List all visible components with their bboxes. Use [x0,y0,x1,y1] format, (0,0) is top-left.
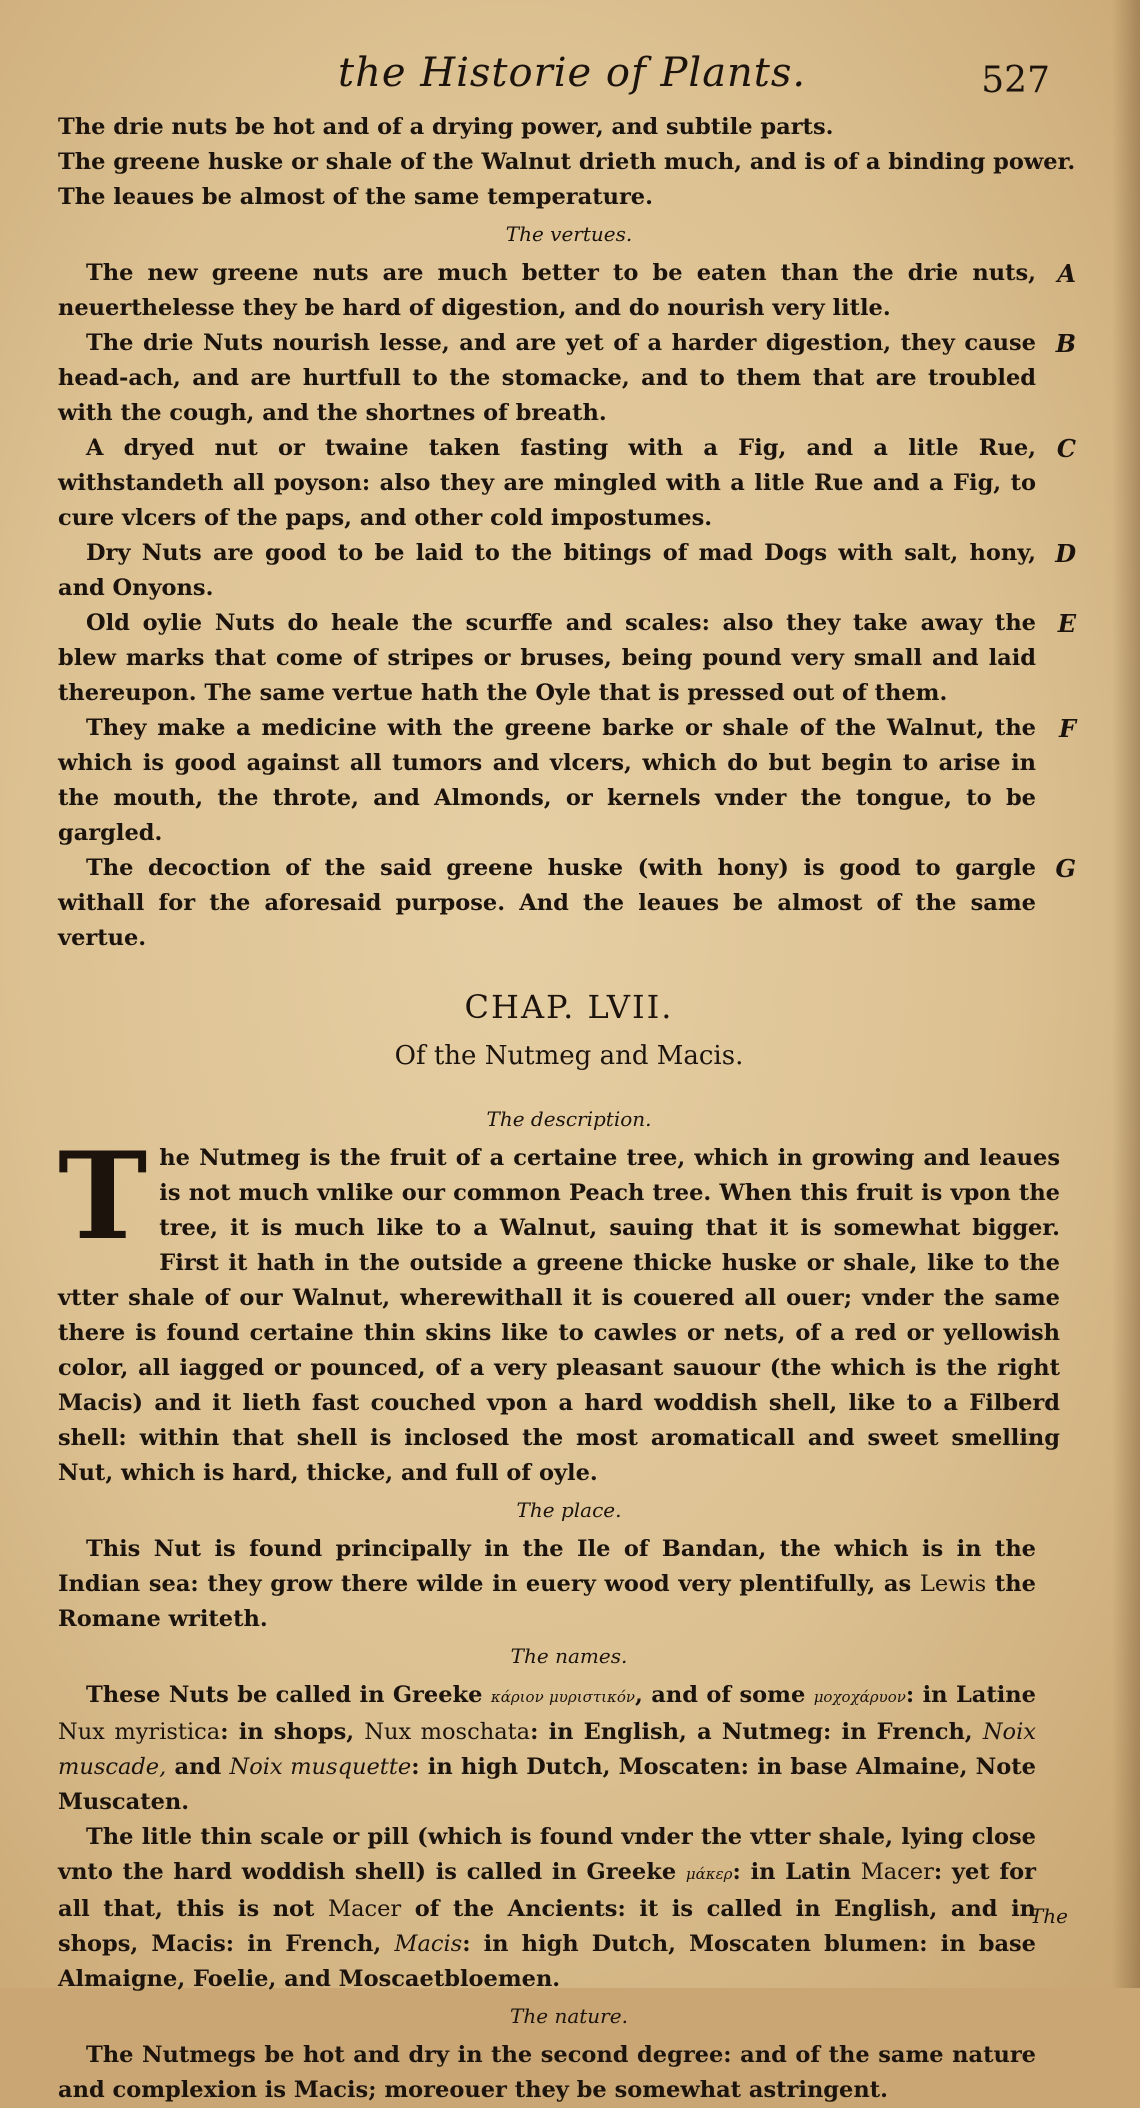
place-paragraph [58,1532,1036,1637]
vertue-f-text: They make a medicine with the greene barke or shale of the Walnut, the which is good against all tumors and vlcers, which do but begin to arise in the mouth, the throte, and Almonds, or kernels vnder the tongue, to be gargled. [58,715,1036,846]
vertue-a-text: The new greene nuts are much better to be eaten than the drie nuts, neuerthelesse they be hard of digestion, and do nourish very litle. [58,260,1036,321]
place-author: Lewis [919,1571,987,1597]
vertue-e [58,606,1076,711]
vertue-a [58,256,1076,326]
names-p1-d: : in shops, [220,1719,355,1745]
chapter-subtitle: Of the Nutmeg and Macis. [394,1041,744,1071]
margin-letter-d: D [1055,539,1076,568]
names-p1-e: : in English, a Nutmeg: in French, [530,1719,973,1745]
vertues-heading: The vertues. [505,222,633,246]
names-p2-d: of the Ancients: it is called in English, and in shops, Macis: in French, [58,1896,1036,1957]
vertue-e-text: Old oylie Nuts do heale the scurffe and scales: also they take away the blew marks that come of stripes or bruses, being pound very small and laid thereupon. The same vertue hath the Oyle that is pressed out of them. [58,610,1036,706]
nature-line-2: The greene huske or shale of the Walnut drieth much, and is of a binding power. [58,149,1076,175]
margin-letter-g: G [1055,854,1076,883]
french-name-3: Macis [394,1931,463,1957]
page-binding-shadow [1112,0,1140,1988]
names-p2-e: : in high Dutch, Moscaten blumen: in base Almaigne, Foelie, and Moscaetbloemen. [58,1931,1036,1992]
french-name-2: Noix musquette [229,1754,412,1780]
names-heading: The names. [510,1644,628,1668]
chapter-title: CHAP. LVII. [464,988,674,1026]
description-text: he Nutmeg is the fruit of a certaine tree, which in growing and leaues is not much vnlike our common Peach tree. When this fruit is vpon the tree, it is much like to a Walnut, sauing that it is somewhat bigger. First it hath in the outside a greene thicke huske or shale, like to the vtter shale of our Walnut, wherewithall it is couered all ouer; vnder the same there is found certaine thin skins like to cawles or nets, of a red or yellowish color, all iagged or pounced, of a very pleasant sauour (the which is the right Macis) and it lieth fast couched vpon a hard woddish shell, like to a Filberd shell: within that shell is inclosed the most aromaticall and sweet smelling Nut, which is hard, thicke, and full of oyle. [58,1145,1060,1486]
names-p2-a: The litle thin scale or pill (which is found vnder the vtter shale, lying close vnto the hard woddish shell) is called in Greeke [58,1824,1036,1885]
vertue-g [58,851,1076,956]
names-paragraph-1 [58,1678,1036,1820]
margin-letter-e: E [1057,609,1076,638]
greek-name-3: μάκερ [685,1865,733,1883]
running-title: the Historie of Plants. [338,50,807,96]
vertue-f [58,711,1076,851]
greek-name-2: μοχοχάρυον [813,1688,906,1706]
page-number: 527 [981,60,1050,101]
latin-name-3: Macer [860,1859,934,1885]
greek-name-1: κάριον μυριστικόν [490,1688,636,1706]
names-p1-c: : in Latine [905,1682,1036,1708]
latin-name-2: Nux moschata [364,1719,531,1745]
latin-name-4: Macer [328,1896,402,1922]
vertue-c [58,431,1076,536]
description-heading: The description. [486,1107,652,1131]
french-name-1: Noix muscade, [58,1719,1036,1780]
names-paragraph-2 [58,1820,1036,1997]
vertue-d-text: Dry Nuts are good to be laid to the bitings of mad Dogs with salt, hony, and Onyons. [58,540,1036,601]
margin-letter-a: A [1057,259,1076,288]
place-heading: The place. [516,1498,622,1522]
names-p1-a: These Nuts be called in Greeke [86,1682,483,1708]
names-p2-c: : yet for all that, this is not [58,1859,1036,1922]
names-p1-g: : in high Dutch, Moscaten: in base Almaine, Note Muscaten. [58,1754,1036,1815]
nature-paragraph: The Nutmegs be hot and dry in the second degree: and of the same nature and complexion is Macis; moreouer they be somewhat astringent. [58,2042,1036,2103]
vertue-c-text: A dryed nut or twaine taken fasting with a Fig, and a litle Rue, withstandeth all poyson: also they are mingled with a litle Rue and a Fig, to cure vlcers of the paps, and other cold impostumes. [58,435,1036,531]
catchword: The [1029,1904,1068,1928]
running-head [58,40,1080,110]
nature-heading: The nature. [510,2004,628,2028]
nature-line-1: The drie nuts be hot and of a drying power, and subtile parts. [58,114,834,140]
vertue-g-text: The decoction of the said greene huske (with hony) is good to gargle withall for the aforesaid purpose. And the leaues be almost of the same vertue. [58,855,1036,951]
latin-name-1: Nux myristica [58,1719,221,1745]
vertue-b [58,326,1076,431]
names-p1-b: , and of some [635,1682,806,1708]
body-text [58,110,1080,2108]
drop-cap-letter: T [58,1126,148,1267]
margin-letter-f: F [1058,714,1076,743]
vertue-b-text: The drie Nuts nourish lesse, and are yet of a harder digestion, they cause head-ach, and are hurtfull to the stomacke, and to them that are troubled with the cough, and the shortnes of breath. [58,330,1036,426]
vertue-d [58,536,1076,606]
nature-line-3: The leaues be almost of the same temperature. [58,184,653,210]
place-text-after: the Romane writeth. [58,1571,1036,1632]
names-p1-f: and [174,1754,222,1780]
margin-letter-c: C [1056,434,1076,463]
description-paragraph [58,1126,1060,1491]
place-text-before: This Nut is found principally in the Ile of Bandan, the which is in the Indian sea: they grow there wilde in euery wood very plentifully, as [58,1536,1036,1597]
names-p2-b: : in Latin [732,1859,851,1885]
margin-letter-b: B [1055,329,1076,358]
